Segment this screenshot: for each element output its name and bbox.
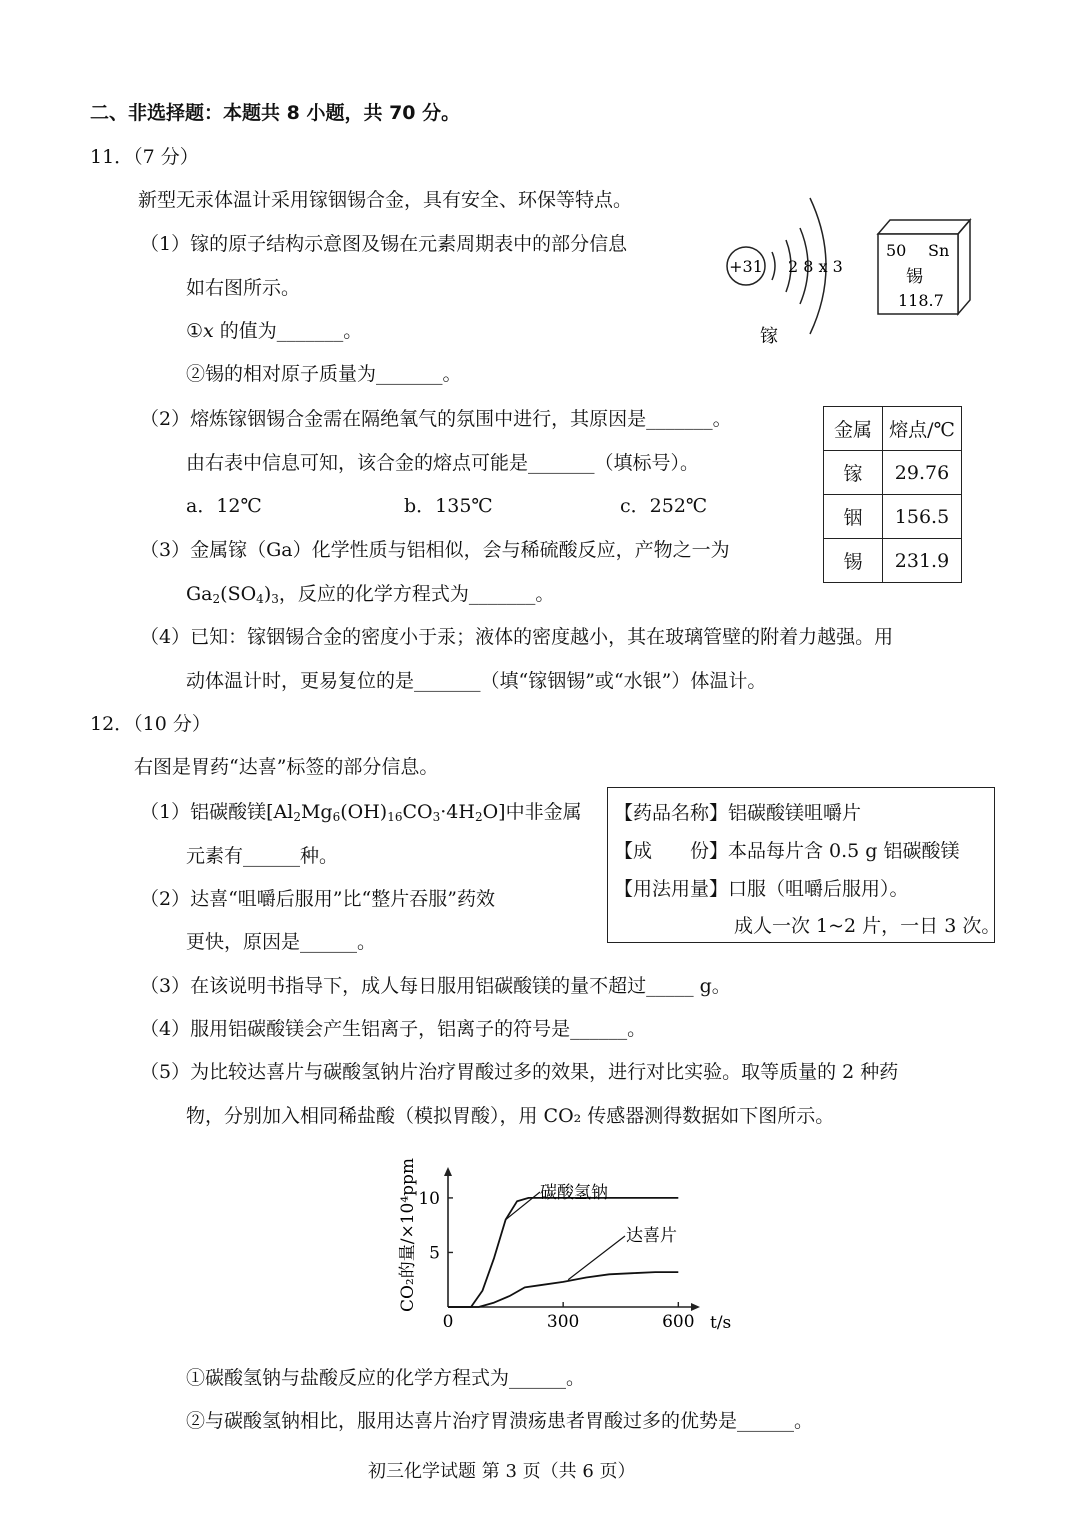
q12-sub2: ②与碳酸氢钠相比，服用达喜片治疗胃溃疡患者胃酸过多的优势是______。 — [186, 1410, 814, 1432]
y-tick-label: 5 — [429, 1243, 440, 1264]
y-axis-arrow — [444, 1167, 452, 1176]
section-heading: 二、非选择题：本题共 8 小题，共 70 分。 — [90, 102, 461, 124]
table-cell: 镓 — [824, 451, 883, 495]
drug-label-box — [607, 787, 1001, 943]
melting-point-table — [823, 406, 962, 583]
option-a: a．12℃ — [186, 495, 262, 517]
q12-part3: （3）在该说明书指导下，成人每日服用铝碳酸镁的量不超过_____ g。 — [140, 975, 731, 997]
question-11-number: 11．（7 分） — [90, 146, 199, 168]
leader-line-0 — [506, 1192, 540, 1220]
q11-part3-line2: $Ga_2(SO_4)_3$，反应的化学方程式为_______。 — [186, 583, 555, 606]
q11-intro: 新型无汞体温计采用镓铟锡合金，具有安全、环保等特点。 — [138, 189, 633, 211]
y-axis-label: CO₂的量/×10⁴ppm — [398, 1157, 418, 1313]
q12-part1-line1: （1）铝碳酸镁$[Al_2Mg_6(OH)_{16}CO_3\cdot 4H_2O]$中非金属 — [140, 801, 582, 824]
nucleus-charge: +31 — [729, 257, 763, 276]
q12-part4: （4）服用铝碳酸镁会产生铝离子，铝离子的符号是______。 — [140, 1018, 647, 1040]
table-row — [824, 539, 962, 583]
chart-ticks — [418, 1189, 694, 1332]
q11-part1-b: ②锡的相对原子质量为_______。 — [186, 363, 462, 385]
y-tick-label: 10 — [418, 1188, 440, 1209]
shell-arc-1 — [772, 252, 775, 280]
table-header-metal: 金属 — [824, 407, 883, 451]
q12-part5-line1: （5）为比较达喜片与碳酸氢钠片治疗胃酸过多的效果，进行对比实验。取等质量的 2 种药 — [140, 1061, 899, 1083]
tin-element-cell — [870, 212, 980, 317]
table-row — [824, 451, 962, 495]
q12-intro: 右图是胃药“达喜”标签的部分信息。 — [134, 756, 439, 778]
q12-part2-line1: （2）达喜“咀嚼后服用”比“整片吞服”药效 — [140, 888, 495, 910]
table-cell: 铟 — [824, 495, 883, 539]
atom-caption: 镓 — [760, 326, 778, 347]
q11-part1-line1: （1）镓的原子结构示意图及锡在元素周期表中的部分信息 — [140, 233, 628, 255]
shell-electrons: 2 8 x 3 — [788, 257, 843, 276]
q12-sub1: ①碳酸氢钠与盐酸反应的化学方程式为______。 — [186, 1367, 586, 1389]
table-header-row — [824, 407, 962, 451]
x-tick-label: 0 — [442, 1312, 454, 1332]
label-usage-row: 【用法用量】口服（咀嚼后服用）。 — [614, 878, 909, 900]
q12-part1-line2: 元素有______种。 — [186, 845, 339, 867]
q11-part4-line2: 动体温计时，更易复位的是_______（填“镓铟锡”或“水银”）体温计。 — [186, 670, 767, 692]
q11-part1-a: ①x 的值为_______。 — [186, 320, 363, 342]
label-usage-dose: 成人一次 1~2 片，一日 3 次。 — [734, 915, 1001, 937]
table-cell: 156.5 — [883, 495, 962, 539]
table-row — [824, 495, 962, 539]
co2-chart — [380, 1140, 750, 1340]
option-c: c．252℃ — [620, 495, 708, 517]
q12-part2-line2: 更快，原因是______。 — [186, 931, 377, 953]
q11-part2-line1: （2）熔炼镓铟锡合金需在隔绝氧气的氛围中进行，其原因是_______。 — [140, 408, 732, 430]
table-header-mp: 熔点/℃ — [883, 407, 962, 451]
option-b: b．135℃ — [404, 495, 493, 517]
question-12-number: 12．（10 分） — [90, 713, 211, 735]
element-name: 锡 — [906, 267, 923, 287]
chart-lines — [448, 1192, 678, 1307]
q11-part1-line2: 如右图所示。 — [186, 277, 301, 299]
atomic-mass: 118.7 — [898, 291, 944, 310]
gallium-atom-diagram — [720, 190, 845, 350]
q11-part4-line1: （4）已知：镓铟锡合金的密度小于汞；液体的密度越小，其在玻璃管壁的附着力越强。用 — [140, 626, 894, 648]
x-axis-arrow — [691, 1303, 700, 1311]
element-symbol: Sn — [928, 241, 950, 260]
label-name-row: 【药品名称】铝碳酸镁咀嚼片 — [614, 802, 862, 824]
series-line-0 — [448, 1198, 678, 1307]
table-cell: 29.76 — [883, 451, 962, 495]
label-composition-row: 【成 份】本品每片含 0.5 g 铝碳酸镁 — [614, 840, 960, 862]
x-tick-label: 300 — [546, 1312, 580, 1332]
q12-part5-line2: 物，分别加入相同稀盐酸（模拟胃酸），用 CO₂ 传感器测得数据如下图所示。 — [186, 1105, 835, 1127]
x-axis-label: t/s — [710, 1313, 732, 1333]
x-tick-label: 600 — [662, 1312, 695, 1332]
page-footer: 初三化学试题 第 3 页（共 6 页） — [368, 1461, 636, 1482]
table-cell: 231.9 — [883, 539, 962, 583]
q11-part3-line1: （3）金属镓（Ga）化学性质与铝相似，会与稀硫酸反应，产物之一为 — [140, 539, 730, 561]
atomic-number: 50 — [886, 241, 907, 260]
q11-part2-line2: 由右表中信息可知，该合金的熔点可能是_______（填标号）。 — [186, 452, 700, 474]
series-label-daxi: 达喜片 — [626, 1226, 677, 1246]
series-label-sodium-bicarbonate: 碳酸氢钠 — [540, 1183, 608, 1203]
table-cell: 锡 — [824, 539, 883, 583]
